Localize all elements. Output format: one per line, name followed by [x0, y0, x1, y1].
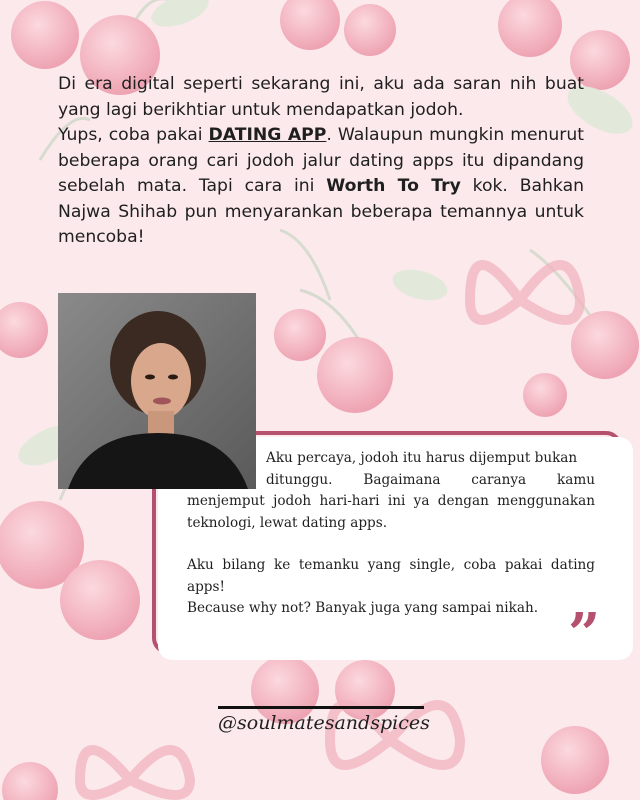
dating-app-highlight: DATING APP [208, 125, 327, 145]
quote-paragraph-1-rest: ditunggu. Bagaimana caranya kamu menjemput jodoh hari-hari ini ya dengan menggunakan teknologi, lewat dating apps. [187, 471, 595, 531]
closing-quote-icon: ” [568, 601, 601, 667]
intro-text-segment: kok. Bahkan Najwa Shihab pun menyarankan beberapa temannya untuk mencoba! [58, 176, 585, 247]
quote-line-1: Aku percaya, jodoh itu harus dijemput bukan [266, 450, 578, 466]
quote-paragraph-3: Because why not? Banyak juga yang sampai nikah. [187, 600, 539, 616]
intro-paragraph-1: Di era digital seperti sekarang ini, aku ada saran nih buat yang lagi berikhtiar untuk mendapatkan jodoh. [58, 74, 584, 120]
intro-text [58, 72, 584, 251]
account-handle: @soulmatesandspices [218, 712, 430, 734]
intro-text-segment: Yups, coba pakai [58, 125, 209, 145]
quote-text [187, 448, 595, 620]
intro-paragraph-2 [58, 123, 584, 251]
worth-to-try-highlight: Worth To Try [326, 176, 461, 196]
quote-paragraph-2: Aku bilang ke temanku yang single, coba pakai dating apps! [187, 557, 595, 595]
quote-paragraph-1 [187, 470, 595, 535]
intro-text-segment: . Walaupun mungkin menurut beberapa orang cari jodoh jalur dating apps itu dipandang sebelah mata. Tapi cara ini [58, 125, 585, 196]
